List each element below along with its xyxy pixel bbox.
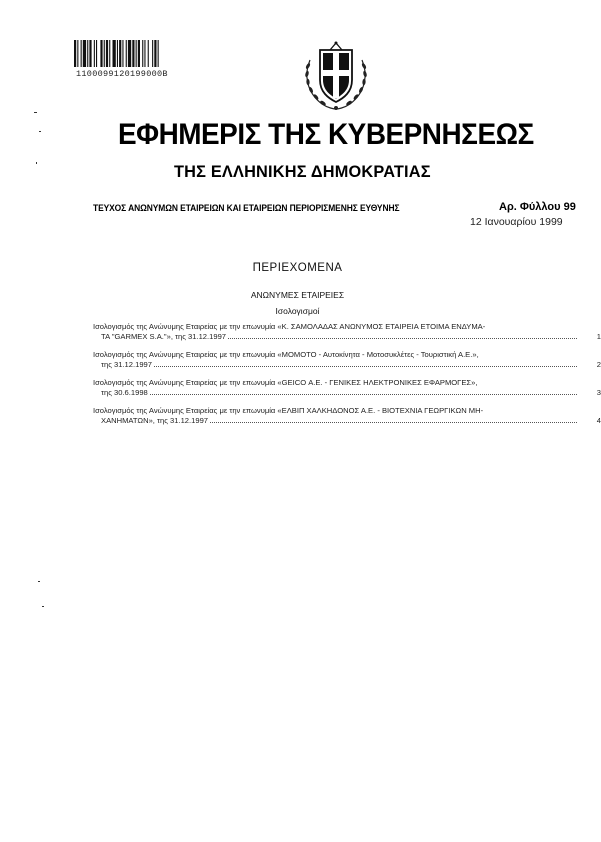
barcode-bar [148, 40, 149, 67]
entry-page-number: 3 [596, 388, 601, 397]
barcode-bar [144, 40, 145, 67]
barcode-bar [106, 40, 108, 67]
leader-dots [154, 365, 577, 367]
barcode-bar [119, 40, 121, 67]
barcode-bar [117, 40, 118, 67]
gazette-subtitle: ΤΗΣ ΕΛΛΗΝΙΚΗΣ ΔΗΜΟΚΡΑΤΙΑΣ [174, 162, 431, 181]
entry-text-line2: της 30.6.1998 [101, 388, 148, 397]
barcode-bar [83, 40, 86, 67]
barcode-bar [77, 40, 78, 67]
entry-page-number: 2 [596, 360, 601, 369]
contents-list [93, 322, 601, 434]
barcode-number: 1100099120199000B [76, 69, 168, 79]
barcode-bar [87, 40, 88, 67]
barcode-bar [89, 40, 91, 67]
barcode-bar [113, 40, 116, 67]
entry-text-line2: ΧΑΝΗΜΑΤΩΝ», της 31.12.1997 [101, 416, 209, 425]
section-title: ΑΝΩΝΥΜΕΣ ΕΤΑΙΡΕΙΕΣ [250, 290, 345, 300]
barcode-bar [74, 40, 76, 67]
entry-page-number: 4 [596, 416, 601, 425]
barcode-bar [158, 40, 159, 67]
barcode-icon [74, 40, 214, 67]
gazette-title: ΕΦΗΜΕΡΙΣ ΤΗΣ ΚΥΒΕΡΝΗΣΕΩΣ [118, 118, 534, 151]
greek-coat-of-arms-icon [296, 40, 376, 112]
contents-entry [93, 322, 601, 342]
entry-page-number: 1 [596, 332, 601, 341]
barcode-bar [132, 40, 134, 67]
barcode-bar [136, 40, 137, 67]
leader-dots [150, 393, 577, 395]
barcode-bar [154, 40, 156, 67]
scan-speck [38, 581, 40, 582]
entry-text-line1: Ισολογισμός της Ανώνυμης Εταιρείας με την επωνυμία «ΕΛΒΙΠ ΧΑΛΚΗΔΟΝΟΣ Α.Ε. - ΒΙΟΤΕΧΝΙΑ ΓΕΩΡΓΙΚΩΝ ΜΗ- [93, 406, 484, 415]
contents-entry [93, 406, 601, 426]
barcode-bar [104, 40, 105, 67]
issue-date: 12 Ιανουαρίου 1999 [470, 216, 563, 228]
scan-speck [42, 606, 44, 607]
contents-entry [93, 378, 601, 398]
entry-text-line2: της 31.12.1997 [101, 360, 152, 369]
barcode-bar [128, 40, 131, 67]
barcode-bar [142, 40, 143, 67]
leader-dots [210, 421, 577, 423]
barcode-bar [109, 40, 110, 67]
contents-title: ΠΕΡΙΕΧΟΜΕΝΑ [252, 262, 343, 274]
barcode-bar [138, 40, 140, 67]
issue-number: Αρ. Φύλλου 99 [499, 201, 576, 213]
contents-entry [93, 350, 601, 370]
issue-series: ΤΕΥΧΟΣ ΑΝΩΝΥΜΩΝ ΕΤΑΙΡΕΙΩΝ ΚΑΙ ΕΤΑΙΡΕΙΩΝ ΠΕΡΙΟΡΙΣΜΕΝΗΣ ΕΥΘΥΝΗΣ [93, 202, 400, 213]
entry-text-line1: Ισολογισμός της Ανώνυμης Εταιρείας με την επωνυμία «GEICO Α.Ε. - ΓΕΝΙΚΕΣ ΗΛΕΚΤΡΟΝΙΚΕΣ ΕΦΑΡΜΟΓΕΣ», [93, 378, 478, 387]
entry-text-line1: Ισολογισμός της Ανώνυμης Εταιρείας με την επωνυμία «ΜΟΜΟΤΟ - Αυτοκίνητα - Μοτοσυκλέτες - Τουριστική Α.Ε.», [93, 350, 479, 359]
scan-speck [34, 112, 37, 113]
scan-speck [36, 162, 37, 164]
barcode-bar [100, 40, 102, 67]
barcode-bar [122, 40, 123, 67]
barcode-bar [152, 40, 153, 67]
barcode-bar [96, 40, 97, 67]
subsection-title: Ισολογισμοί [275, 306, 320, 316]
leader-dots [228, 337, 577, 339]
barcode-bar [94, 40, 95, 67]
barcode-bar [126, 40, 127, 67]
barcode-bar [81, 40, 82, 67]
entry-text-line1: Ισολογισμός της Ανώνυμης Εταιρείας με την επωνυμία «Κ. ΣΑΜΟΛΑΔΑΣ ΑΝΩΝΥΜΟΣ ΕΤΑΙΡΕΙΑ ΕΤΟΙΜΑ ΕΝΔΥΜΑ- [93, 322, 486, 331]
entry-text-line2: ΤΑ "GARMEX S.A."», της 31.12.1997 [101, 332, 227, 341]
scan-speck [39, 131, 41, 132]
